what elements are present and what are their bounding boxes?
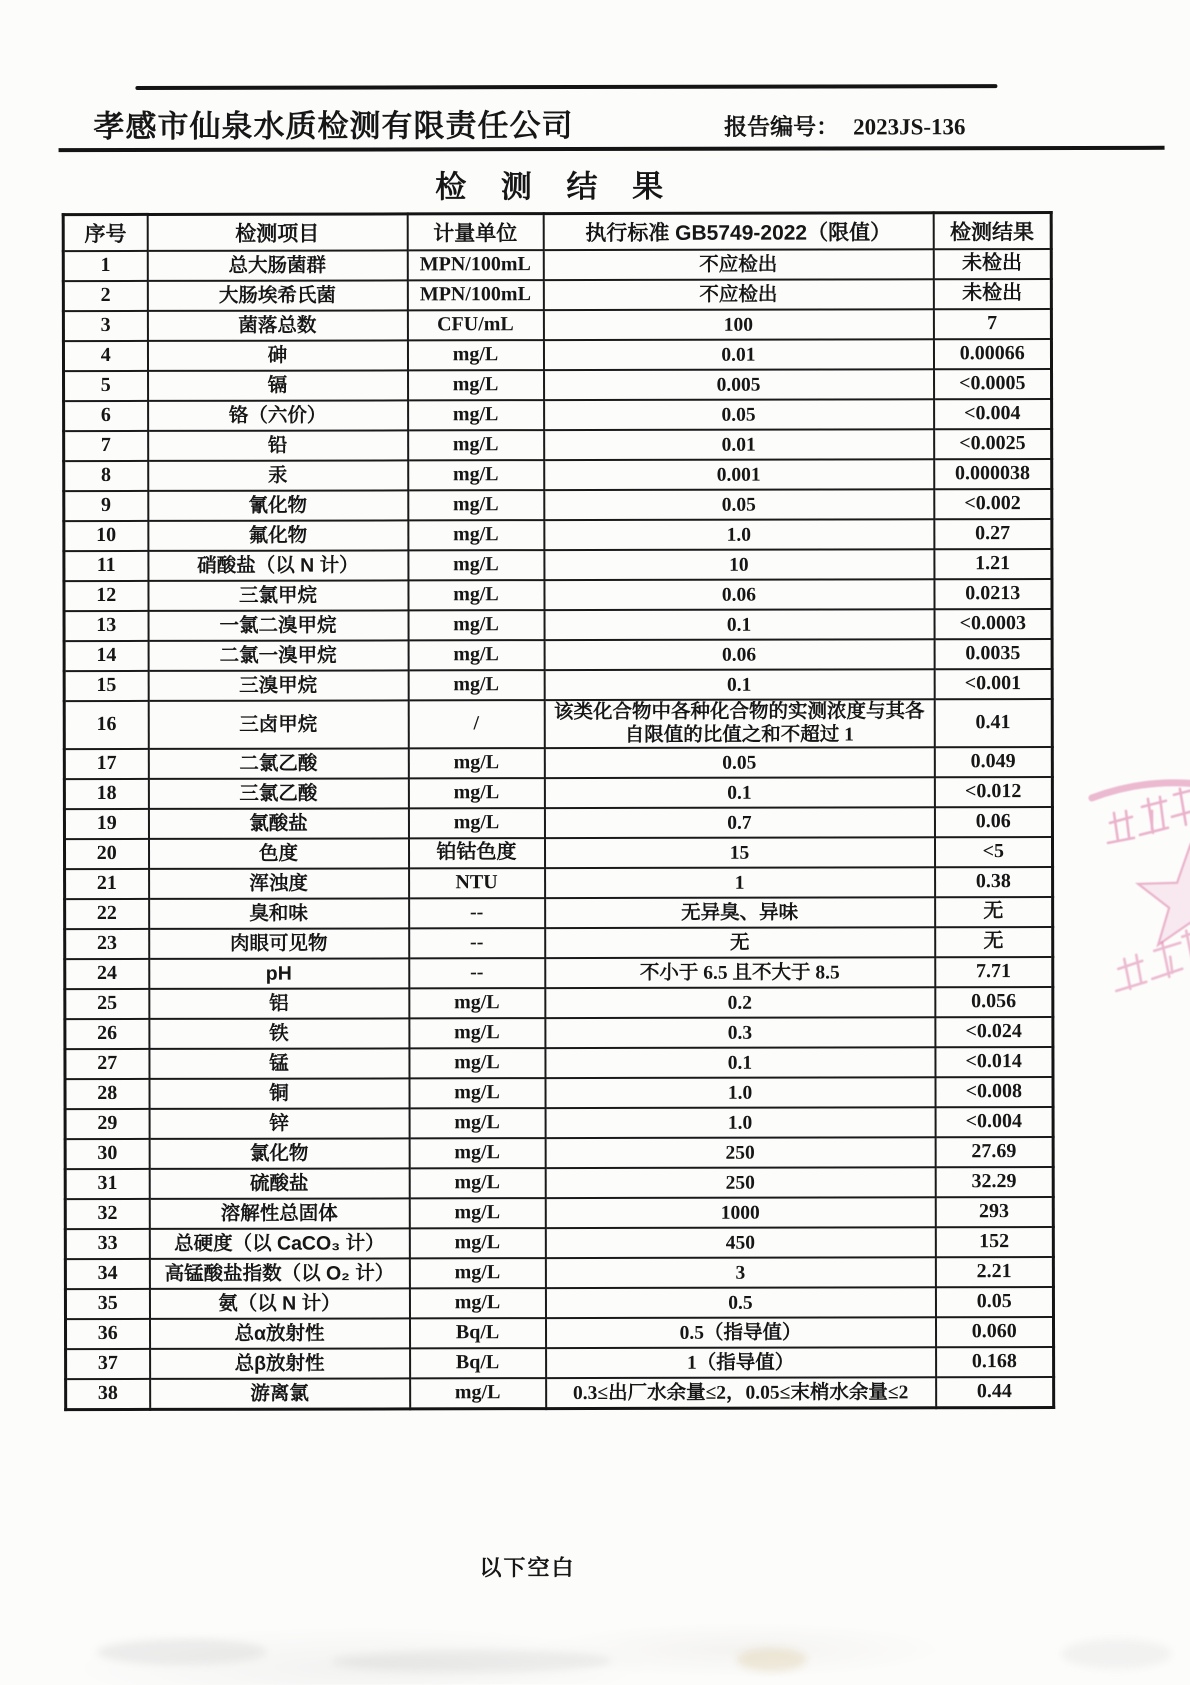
cell-item: 大肠埃希氏菌 [147,280,407,311]
scan-smudge [737,1648,807,1672]
cell-item: 总大肠菌群 [147,250,407,281]
cell-standard: 1.0 [545,1077,935,1108]
table-row [64,609,1052,641]
below-blank-note: 以下空白 [479,1555,576,1581]
cell-standard: 0.06 [544,579,934,610]
table-row [65,1227,1053,1259]
cell-seq: 20 [64,839,148,869]
cell-item: 二氯乙酸 [148,748,408,779]
cell-item: pH [149,958,409,989]
cell-item: 溶解性总固体 [149,1198,409,1229]
cell-result: 293 [935,1197,1053,1227]
cell-standard: 无异臭、异味 [545,897,935,928]
table-row [63,339,1051,371]
cell-item: 二氯一溴甲烷 [148,640,408,671]
cell-item: 三溴甲烷 [148,670,408,701]
cell-unit: -- [409,898,545,928]
table-row [65,957,1053,989]
table-row [64,699,1052,749]
cell-standard: 0.005 [544,369,934,400]
cell-standard: 不应检出 [543,249,933,280]
table-row [65,1047,1053,1079]
table-row [64,579,1052,611]
cell-result: 0.049 [934,747,1052,777]
cell-item: 三氯乙酸 [148,778,408,809]
cell-unit: mg/L [408,808,544,838]
cell-seq: 30 [65,1139,149,1169]
cell-result: 0.38 [935,867,1053,897]
cell-item: 硫酸盐 [149,1168,409,1199]
cell-seq: 37 [66,1349,150,1379]
cell-result: 0.44 [936,1377,1054,1408]
cell-unit: mg/L [408,778,544,808]
cell-standard: 3 [545,1257,935,1288]
cell-item: 砷 [147,340,407,371]
cell-item: 一氯二溴甲烷 [148,610,408,641]
cell-item: 总硬度（以 CaCO₃ 计） [149,1228,409,1259]
table-row [64,747,1052,779]
cell-seq: 32 [65,1199,149,1229]
cell-seq: 11 [64,551,148,581]
header-row [63,213,1051,252]
table-row [66,1347,1054,1379]
cell-result: <0.008 [935,1077,1053,1107]
cell-result: 无 [935,897,1053,927]
col-header-item: 检测项目 [147,214,407,251]
cell-result: 0.000038 [934,459,1052,489]
cell-item: 臭和味 [149,898,409,929]
cell-seq: 38 [66,1379,150,1410]
cell-standard: 250 [545,1137,935,1168]
cell-unit: mg/L [409,1288,545,1318]
cell-seq: 9 [64,491,148,521]
page-title: 检 测 结 果 [435,168,677,205]
table-row [65,987,1053,1019]
table-row [64,639,1052,671]
cell-unit: mg/L [408,400,544,430]
cell-result: <0.024 [935,1017,1053,1047]
cell-item: 色度 [148,838,408,869]
cell-item: 硝酸盐（以 N 计） [148,550,408,581]
cell-item: 三卤甲烷 [148,700,408,749]
cell-item: 锰 [149,1048,409,1079]
cell-standard: 10 [544,549,934,580]
cell-standard: 不小于 6.5 且不大于 8.5 [545,957,935,988]
cell-seq: 16 [64,701,148,749]
col-header-unit: 计量单位 [407,214,543,251]
cell-unit: mg/L [409,1018,545,1048]
cell-seq: 19 [64,809,148,839]
cell-result: 0.41 [934,699,1052,747]
cell-seq: 7 [64,431,148,461]
scan-smudge [97,1639,267,1665]
table-row [65,1287,1053,1319]
table-row [65,1317,1053,1349]
table-row [63,309,1051,341]
cell-result: 未检出 [933,279,1051,309]
table-row [64,807,1052,839]
cell-unit: mg/L [409,1138,545,1168]
cell-result: <0.001 [934,669,1052,699]
cell-result: 0.06 [934,807,1052,837]
cell-standard: 0.1 [544,609,934,640]
report-number-label: 报告编号： [724,113,840,140]
cell-unit: mg/L [409,1228,545,1258]
table-row [64,519,1052,551]
cell-standard: 0.001 [544,459,934,490]
cell-standard: 0.3≤出厂水余量≤2，0.05≤末梢水余量≤2 [546,1377,936,1408]
cell-standard: 0.1 [544,777,934,808]
cell-result: <0.002 [934,489,1052,519]
table-row [64,549,1052,581]
table-row [66,1377,1054,1410]
cell-seq: 26 [65,1019,149,1049]
cell-unit: mg/L [409,1078,545,1108]
cell-standard: 0.5 [545,1287,935,1318]
cell-seq: 23 [65,929,149,959]
cell-standard: 该类化合物中各种化合物的实测浓度与其各自限值的比值之和不超过 1 [544,699,934,748]
cell-item: 高锰酸盐指数（以 O₂ 计） [149,1258,409,1289]
cell-seq: 2 [63,281,147,311]
cell-unit: mg/L [408,490,544,520]
cell-item: 肉眼可见物 [149,928,409,959]
results-table [62,211,1056,1411]
cell-standard: 1.0 [545,1107,935,1138]
cell-seq: 10 [64,521,148,551]
cell-result: <0.014 [935,1047,1053,1077]
results-table-body [63,249,1053,1410]
table-row [65,1137,1053,1169]
cell-standard: 0.2 [545,987,935,1018]
cell-item: 铬（六价） [148,400,408,431]
cell-standard: 1 [545,867,935,898]
cell-unit: MPN/100mL [407,250,543,280]
cell-standard: 0.7 [544,807,934,838]
cell-standard: 15 [544,837,934,868]
cell-standard: 0.5（指导值） [545,1317,935,1348]
cell-item: 三氯甲烷 [148,580,408,611]
cell-standard: 1（指导值） [546,1347,936,1378]
table-row [64,777,1052,809]
cell-standard: 250 [545,1167,935,1198]
cell-standard: 1000 [545,1197,935,1228]
cell-item: 铅 [148,430,408,461]
cell-unit: mg/L [409,988,545,1018]
cell-unit: mg/L [409,1048,545,1078]
report-number [724,108,966,145]
table-row [63,279,1051,311]
cell-unit: -- [409,958,545,988]
cell-seq: 31 [65,1169,149,1199]
cell-standard: 0.1 [544,669,934,700]
cell-item: 氨（以 N 计） [149,1288,409,1319]
cell-seq: 12 [64,581,148,611]
cell-standard: 不应检出 [543,279,933,310]
cell-unit: Bq/L [409,1318,545,1348]
cell-result: 0.060 [935,1317,1053,1347]
cell-seq: 25 [65,989,149,1019]
table-row [65,927,1053,959]
cell-result: <0.0003 [934,609,1052,639]
cell-unit: mg/L [408,550,544,580]
cell-item: 铁 [149,1018,409,1049]
cell-result: 无 [935,927,1053,957]
cell-seq: 33 [65,1229,149,1259]
cell-item: 氟化物 [148,520,408,551]
results-table-header [63,213,1051,252]
table-row [64,489,1052,521]
cell-seq: 28 [65,1079,149,1109]
table-row [64,459,1052,491]
col-header-result: 检测结果 [933,213,1051,250]
table-row [65,1017,1053,1049]
table-row [65,1197,1053,1229]
cell-unit: CFU/mL [407,310,543,340]
cell-item: 浑浊度 [149,868,409,899]
cell-result: 0.168 [936,1347,1054,1377]
cell-result: 0.056 [935,987,1053,1017]
cell-standard: 0.01 [544,429,934,460]
cell-standard: 100 [543,309,933,340]
table-row [64,369,1052,401]
cell-result: <0.0005 [934,369,1052,399]
cell-unit: mg/L [408,430,544,460]
cell-seq: 22 [65,899,149,929]
col-header-seq: 序号 [63,214,147,251]
cell-seq: 14 [64,641,148,671]
scan-smudge [1062,1639,1172,1669]
cell-result: <0.012 [934,777,1052,807]
scan-smudge [332,1650,612,1673]
cell-result: <0.004 [935,1107,1053,1137]
cell-seq: 35 [65,1289,149,1319]
table-row [63,249,1051,281]
cell-result: 0.00066 [933,339,1051,369]
cell-unit: / [408,700,544,748]
cell-result: 0.0213 [934,579,1052,609]
cell-result: 32.29 [935,1167,1053,1197]
cell-result: 0.27 [934,519,1052,549]
cell-seq: 21 [65,869,149,899]
cell-standard: 450 [545,1227,935,1258]
cell-seq: 34 [65,1259,149,1289]
cell-item: 菌落总数 [147,310,407,341]
cell-result: 0.05 [935,1287,1053,1317]
cell-seq: 5 [64,371,148,401]
cell-result: 7 [933,309,1051,339]
cell-unit: mg/L [409,1198,545,1228]
company-name: 孝感市仙泉水质检测有限责任公司 [93,108,574,145]
cell-unit: mg/L [407,340,543,370]
cell-unit: mg/L [408,580,544,610]
cell-unit: mg/L [408,370,544,400]
cell-item: 铜 [149,1078,409,1109]
cell-unit: mg/L [410,1378,546,1409]
cell-unit: mg/L [408,460,544,490]
report-number-value: 2023JS-136 [853,114,966,140]
cell-item: 铝 [149,988,409,1019]
cell-seq: 8 [64,461,148,491]
cell-unit: mg/L [409,1168,545,1198]
cell-result: 152 [935,1227,1053,1257]
cell-item: 氰化物 [148,490,408,521]
table-row [65,897,1053,929]
cell-item: 锌 [149,1108,409,1139]
cell-unit: mg/L [409,1258,545,1288]
cell-standard: 1.0 [544,519,934,550]
cell-result: <0.0025 [934,429,1052,459]
cell-result: 1.21 [934,549,1052,579]
cell-result: <5 [934,837,1052,867]
table-row [65,1257,1053,1289]
cell-seq: 36 [65,1319,149,1349]
cell-item: 总α放射性 [149,1318,409,1349]
cell-seq: 3 [63,311,147,341]
cell-result: 0.0035 [934,639,1052,669]
cell-seq: 24 [65,959,149,989]
table-row [64,837,1052,869]
cell-seq: 4 [63,341,147,371]
cell-seq: 18 [64,779,148,809]
cell-unit: mg/L [408,520,544,550]
cell-unit: Bq/L [410,1348,546,1378]
cell-seq: 15 [64,671,148,701]
cell-unit: NTU [409,868,545,898]
cell-result: 未检出 [933,249,1051,279]
cell-seq: 13 [64,611,148,641]
page-header [93,99,965,146]
cell-result: 7.71 [935,957,1053,987]
cell-item: 汞 [148,460,408,491]
cell-unit: mg/L [408,670,544,700]
cell-item: 游离氯 [150,1378,410,1409]
cell-standard: 0.06 [544,639,934,670]
cell-seq: 1 [63,251,147,281]
cell-result: 2.21 [935,1257,1053,1287]
cell-seq: 27 [65,1049,149,1079]
cell-unit: mg/L [408,640,544,670]
table-row [64,429,1052,461]
table-row [64,669,1052,701]
cell-result: <0.004 [934,399,1052,429]
cell-unit: mg/L [409,1108,545,1138]
cell-item: 氯酸盐 [148,808,408,839]
table-row [65,1077,1053,1109]
cell-seq: 17 [64,749,148,779]
col-header-standard: 执行标准 GB5749-2022（限值） [543,213,933,250]
cell-unit: mg/L [408,748,544,778]
cell-standard: 0.05 [544,399,934,430]
cell-unit: -- [409,928,545,958]
cell-unit: mg/L [408,610,544,640]
cell-seq: 6 [64,401,148,431]
cell-standard: 无 [545,927,935,958]
cell-item: 氯化物 [149,1138,409,1169]
cell-seq: 29 [65,1109,149,1139]
header-divider-rule [59,146,1165,152]
cell-standard: 0.05 [544,489,934,520]
cell-standard: 0.1 [545,1047,935,1078]
cell-standard: 0.01 [543,339,933,370]
table-row [65,1107,1053,1139]
cell-result: 27.69 [935,1137,1053,1167]
cell-standard: 0.3 [545,1017,935,1048]
cell-unit: MPN/100mL [407,280,543,310]
cell-unit: 铂钴色度 [408,838,544,868]
table-row [65,867,1053,899]
cell-item: 总β放射性 [150,1348,410,1379]
table-row [65,1167,1053,1199]
top-rule [135,84,997,90]
cell-item: 镉 [148,370,408,401]
table-row [64,399,1052,431]
cell-standard: 0.05 [544,747,934,778]
